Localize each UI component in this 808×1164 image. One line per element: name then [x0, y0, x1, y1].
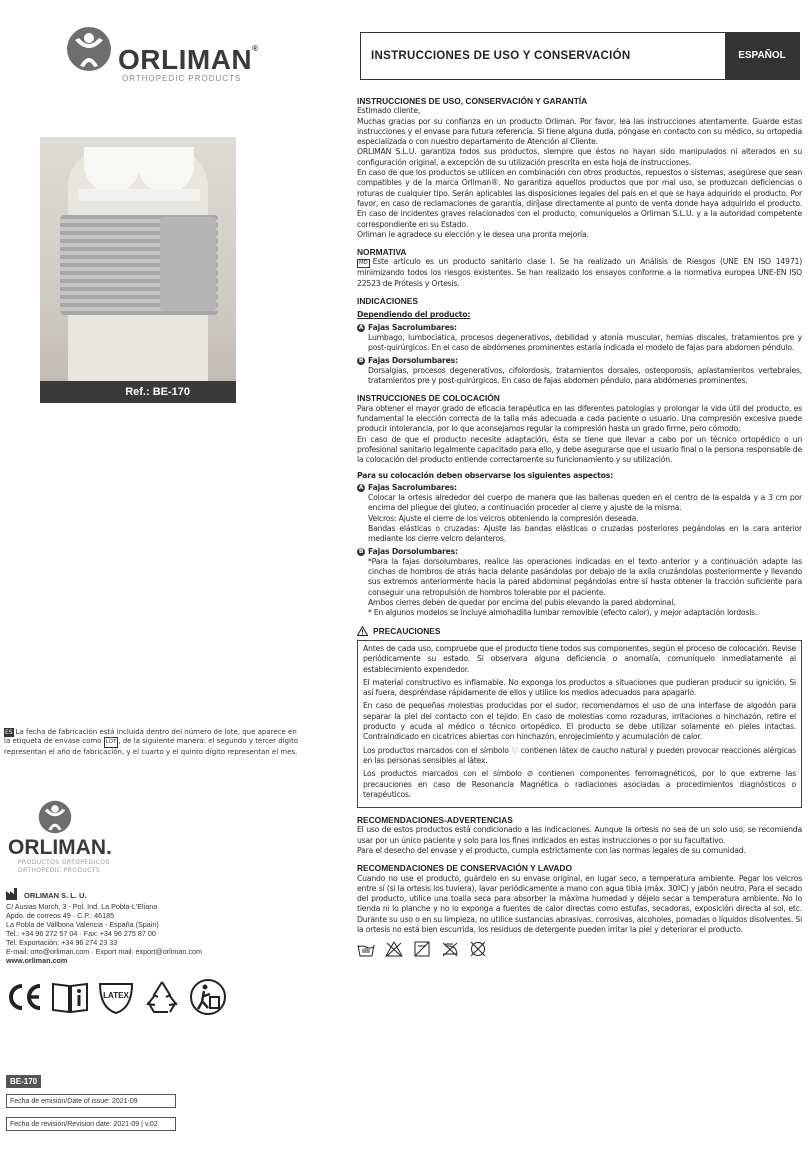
no-iron-icon [441, 941, 459, 957]
letter-b-badge: B [358, 547, 364, 555]
orliman-logo [64, 26, 264, 86]
letter-b-badge: B [358, 356, 364, 364]
item-text: * En algunos modelos se incluye almohadilla lumbar removible (efecto calor), y mejor adaptación lordosis. [368, 608, 758, 618]
no-tumble-dry-icon [413, 941, 431, 957]
ce-mark-icon [4, 978, 44, 1016]
orliman-logo-small [4, 800, 144, 880]
letter-a-badge: A [358, 323, 364, 331]
item-title: Fajas Sacrolumbares: [368, 482, 457, 492]
list-item [357, 356, 802, 387]
paragraph: Estimado cliente, [357, 106, 421, 116]
section-heading-precauciones: PRECAUCIONES [357, 626, 802, 636]
instructions-icon [50, 978, 90, 1016]
section-heading-indicaciones: INDICACIONES [357, 296, 418, 307]
document-header [360, 32, 800, 80]
paragraph: Orliman le agradece su elección y le desea una pronta mejoría. [357, 229, 589, 239]
manufacturer-info [6, 888, 266, 965]
item-text: Colocar la ortesis alrededor del cuerpo de manera que las ballenas queden en el centro de la espalda y a 3 cm por encima del pliegue del gluteo, a continuación proceder al cierre y ajuste de la misma. [368, 493, 802, 513]
paragraph: Muchas gracias por su confianza en un producto Orliman. Por favor, lea las instrucciones atentamente. Guarde estas instrucciones y el envase para futura referencia. Si tiene alguna duda, póngase en contacto con su médico, su ortopedia especializada o con nuestro departamento de Atención al Cliente. [357, 116, 802, 147]
factory-icon [6, 888, 20, 900]
company-website[interactable]: www.orliman.com [6, 956, 68, 965]
no-dry-clean-icon [469, 941, 487, 957]
company-address-line: C/ Ausias March, 3 - Pol. Ind. La Pobla-L'Eliana [6, 902, 158, 911]
paragraph: El material constructivo es inflamable. No exponga los productos a situaciones que pudieran producir su ignición. Si así fuera, despréndase rápidamente de ellos y utilice los medios adecuados para apagarlo. [363, 677, 796, 698]
paragraph: Antes de cada uso, compruebe que el producto tiene todos sus componentes, según el proceso de colocación. Revise periódicamente su estado. Si observara alguna deficiencia o anomalía, comuníquelo inmediatamente al establecimiento expendedor. [363, 643, 796, 674]
company-email-line: E-mail: orto@orliman.com · Export mail: export@orliman.com [6, 947, 202, 956]
subheading: Dependiendo del producto: [357, 310, 471, 320]
brand-name: ORLIMAN® [118, 44, 259, 75]
paragraph: Para el desecho del envase y el producto, cumpla estrictamente con las normas legales de su comunidad. [357, 846, 746, 855]
product-reference: Ref.: BE-170 [40, 381, 236, 403]
latex-icon [96, 978, 136, 1016]
company-export-phone: Tel. Exportación: +34 96 274 23 33 [6, 938, 118, 947]
paragraph: En caso de que el producto necesite adaptación, ésta se tiene que llevar a cabo por un técnico ortopédico o un profesional sanitario legalmente capacitado para ello, y debe asegurarse que el usuario final o la persona responsable de la colocación del producto entiende correctamente su funcionamiento y su utilización. [357, 434, 802, 465]
item-text: Bandas elásticas o cruzadas: Ajuste las bandas elásticas o cruzadas posteriores pegándolas en la cara anterior mediante los cierre velcro delanteros. [368, 523, 802, 544]
lot-note: ES La fecha de fabricación está incluida dentro del número de lote, que aparece en la etiqueta de envase como LOT , de la siguiente manera: el segundo y tercer dígito representan el año de fabricación, y el cuarto y el quinto dígito representan el mes. [4, 728, 299, 756]
language-label: ESPAÑOL [725, 33, 799, 79]
paragraph: ORLIMAN S.L.U. garantiza todos sus productos, siempre que éstos no hayan sido manipulados ni alterados en su configuración original, a excepción de su utilización prescrita en esta hoja de instrucciones. [357, 147, 802, 167]
list-item [357, 547, 802, 619]
paragraph: En caso de que los productos se utilicen en combinación con otros productos, repuestos o sistemas, asegúrese que sean compatibles y de la marca Orliman®. No garantiza aquellos productos que por mal uso, se produzcan deficiencias o roturas de cualquier tipo. Serán aplicables las disposiciones legales del país en el que se haya adquirido el producto. Por favor, en caso de reclamaciones de garantía, diríjase directamente al punto de venta donde haya adquirido el producto. En caso de incidentes graves relacionados con el producto, comuníquelos a Orliman S.L.U. y a la autoridad competente correspondiente en su Estado. [357, 168, 802, 229]
paragraph: Los productos marcados con el símbolo ⊘ contienen componentes ferromagnéticos, por lo que extreme las precauciones en caso de Resonancia Magnética o radiaciones asociadas a procedimientos diagnósticos o terapéuticos. [363, 769, 796, 799]
list-item [357, 483, 802, 545]
paragraph: En caso de pequeñas molestias producidas por el sudor, recomendamos el uso de una interfase de algodón para separar la piel del contacto con el tejido. En caso de molestias como rozaduras, irritaciones o hinchazón, retire el producto y acuda al médico o técnico ortopédico. El producto se debe utilizar solamente en pieles intactas. Contraindicado en cicatrices abiertas con hinchazón, enrojecimiento y acumulación de calor. [363, 701, 796, 742]
item-text: *Para la fajas dorsolumbares, realice las operaciones indicadas en el texto anterior y a continuación adapte las cinchas de hombros de atrás hacia delante pasándolas por debajo de la axila cruzándolas posteriormente y llevando sus extremos anteriormente hacia la pared abdominal pegándolas entre sí hasta obtener la tracción suficiente para conseguir una retropulsión de hombros tolerable por el paciente. [368, 556, 802, 597]
item-text: Ambos cierres deben de quedar por encima del pubis elevando la pared abdominal. [368, 598, 676, 608]
brand-subtitle-en: ORTHOPEDIC PRODUCTS [18, 867, 101, 874]
orliman-figure-icon [66, 26, 112, 72]
item-text: Velcros: Ajuste el cierre de los velcros obteniendo la compresión deseada. [368, 513, 639, 523]
care-symbols [357, 941, 802, 957]
disposal-icon [188, 978, 228, 1016]
document-title: INSTRUCCIONES DE USO Y CONSERVACIÓN [371, 50, 631, 62]
precautions-box [357, 640, 802, 808]
item-text: Lumbago, lumbociatica, procesos degenerativos, debilidad y atonía muscular, hernias discales, tratamientos pre y post-quirúrgicos. En el caso de abdómenes prominentes estaría indicada el modelo de fajas para abdomen péndulo. [368, 332, 802, 353]
paragraph: Los productos marcados con el símbolo ♡ contienen látex de caucho natural y pueden provocar reacciones alérgicas en las personas sensibles al látex. [363, 745, 796, 765]
item-title: Fajas Dorsolumbares: [368, 546, 458, 556]
brand-subtitle-es: PRODUCTOS ORTOPÉDICOS [18, 859, 110, 866]
lot-symbol: LOT [104, 737, 119, 748]
document-dates [6, 1094, 176, 1140]
item-title: Fajas Sacrolumbares: [368, 322, 457, 332]
company-phone-line: Tel.: +34 96 272 57 04 · Fax: +34 96 275 87 00 [6, 929, 156, 938]
section-heading-normativa: NORMATIVA [357, 247, 407, 258]
letter-a-badge: A [358, 483, 364, 491]
product-code-badge: BE-170 [6, 1075, 41, 1088]
paragraph: Cuando no use el producto, guárdelo en su envase original, en lugar seco, a temperatura ambiente. Pegar los velcros entre sí (si la ortesis los tuviera), lavar periódicamente a mano con agua tibia (máx. 30ºC) y jabón neutro. Para el secado del producto, utilice una toalla seca para absorber la máxima humedad y déjelo secar a temperatura ambiente. No lo tienda ni lo planche y no lo exponga a fuentes de calor directas como estufas, secadoras, exposición directa al sol, etc. Durante su uso o en su limpieza, no utilice sustancias abrasivas, corrosivas, alcoholes, pomadas o líquidos disolventes. Si la ortesis no está bien escurrida, los residuos de detergente pueden irritar la piel y deteriorar el producto. [357, 873, 802, 935]
latex-label: LATEX [103, 991, 129, 1000]
warning-icon [357, 626, 368, 636]
brand-subtitle: ORTHOPEDIC PRODUCTS [122, 74, 242, 83]
no-bleach-icon [385, 941, 403, 957]
section-heading-conservacion: RECOMENDACIONES DE CONSERVACIÓN Y LAVADO [357, 863, 572, 874]
paragraph: Para obtener el mayor grado de eficacia terapéutica en las diferentes patologías y prolongar la vida útil del producto, es fundamental la elección correcta de la talla más adecuada a cada paciente o usuario. Una compresión excesiva puede producir intolerancia, por lo que aconsejamos regular la compresión hasta un grado firme, pero cómodo. [357, 403, 802, 434]
company-address-line: Apdo. de correos 49 · C.P.: 46185 [6, 911, 115, 920]
medical-device-symbol: MD [359, 260, 368, 267]
recycle-icon [142, 978, 182, 1016]
hand-wash-icon [357, 941, 375, 957]
instructions-body [357, 96, 802, 957]
language-tag: ES [5, 729, 13, 736]
paragraph: MD Este artículo es un producto sanitario clase I. Se ha realizado un Análisis de Riesgos (UNE EN ISO 14971) minimizando todos los riesgos existentes. Se han realizado los ensayos conforme a la normativa europea UNE-EN ISO 22523 de Prótesis y Ortesis. [357, 257, 802, 288]
company-name: ORLIMAN S. L. U. [24, 891, 87, 900]
brand-name: ORLIMAN. [8, 836, 112, 859]
certification-symbols [4, 978, 228, 1016]
revision-date: Fecha de revisión/Revision date: 2021-09 | v.02 [6, 1117, 176, 1131]
section-heading-recomendaciones: RECOMENDACIONES-ADVERTENCIAS [357, 815, 513, 826]
item-text: Dorsalgias, procesos degenerativos, cifolordosis, tratamientos dorsales, osteoporosis, aplastamientos vertebrales, tratamientos pre y post-quirúrgicos. En caso de fajas abdomen péndulo, para abdómenes prominentes. [368, 365, 802, 386]
orliman-figure-icon [38, 800, 72, 834]
section-heading-colocacion: INSTRUCCIONES DE COLOCACIÓN [357, 393, 500, 404]
list-item [357, 323, 802, 354]
product-photo [40, 137, 236, 403]
paragraph: El uso de estos productos está condicionado a las indicaciones. Aunque la ortesis no sea de un solo uso, se recomienda usar por un único paciente y solo para los fines indicados en estas instrucciones o por su facultativo. [357, 825, 802, 845]
issue-date: Fecha de emisión/Date of issue: 2021-09 [6, 1094, 176, 1108]
subheading: Para su colocación deben observarse los siguientes aspectos: [357, 470, 613, 480]
section-heading-intro: INSTRUCCIONES DE USO, CONSERVACIÓN Y GARANTÍA [357, 96, 588, 106]
company-address-line: La Pobla de Vallbona Valencia - España (Spain) [6, 920, 159, 929]
item-title: Fajas Dorsolumbares: [368, 355, 458, 365]
